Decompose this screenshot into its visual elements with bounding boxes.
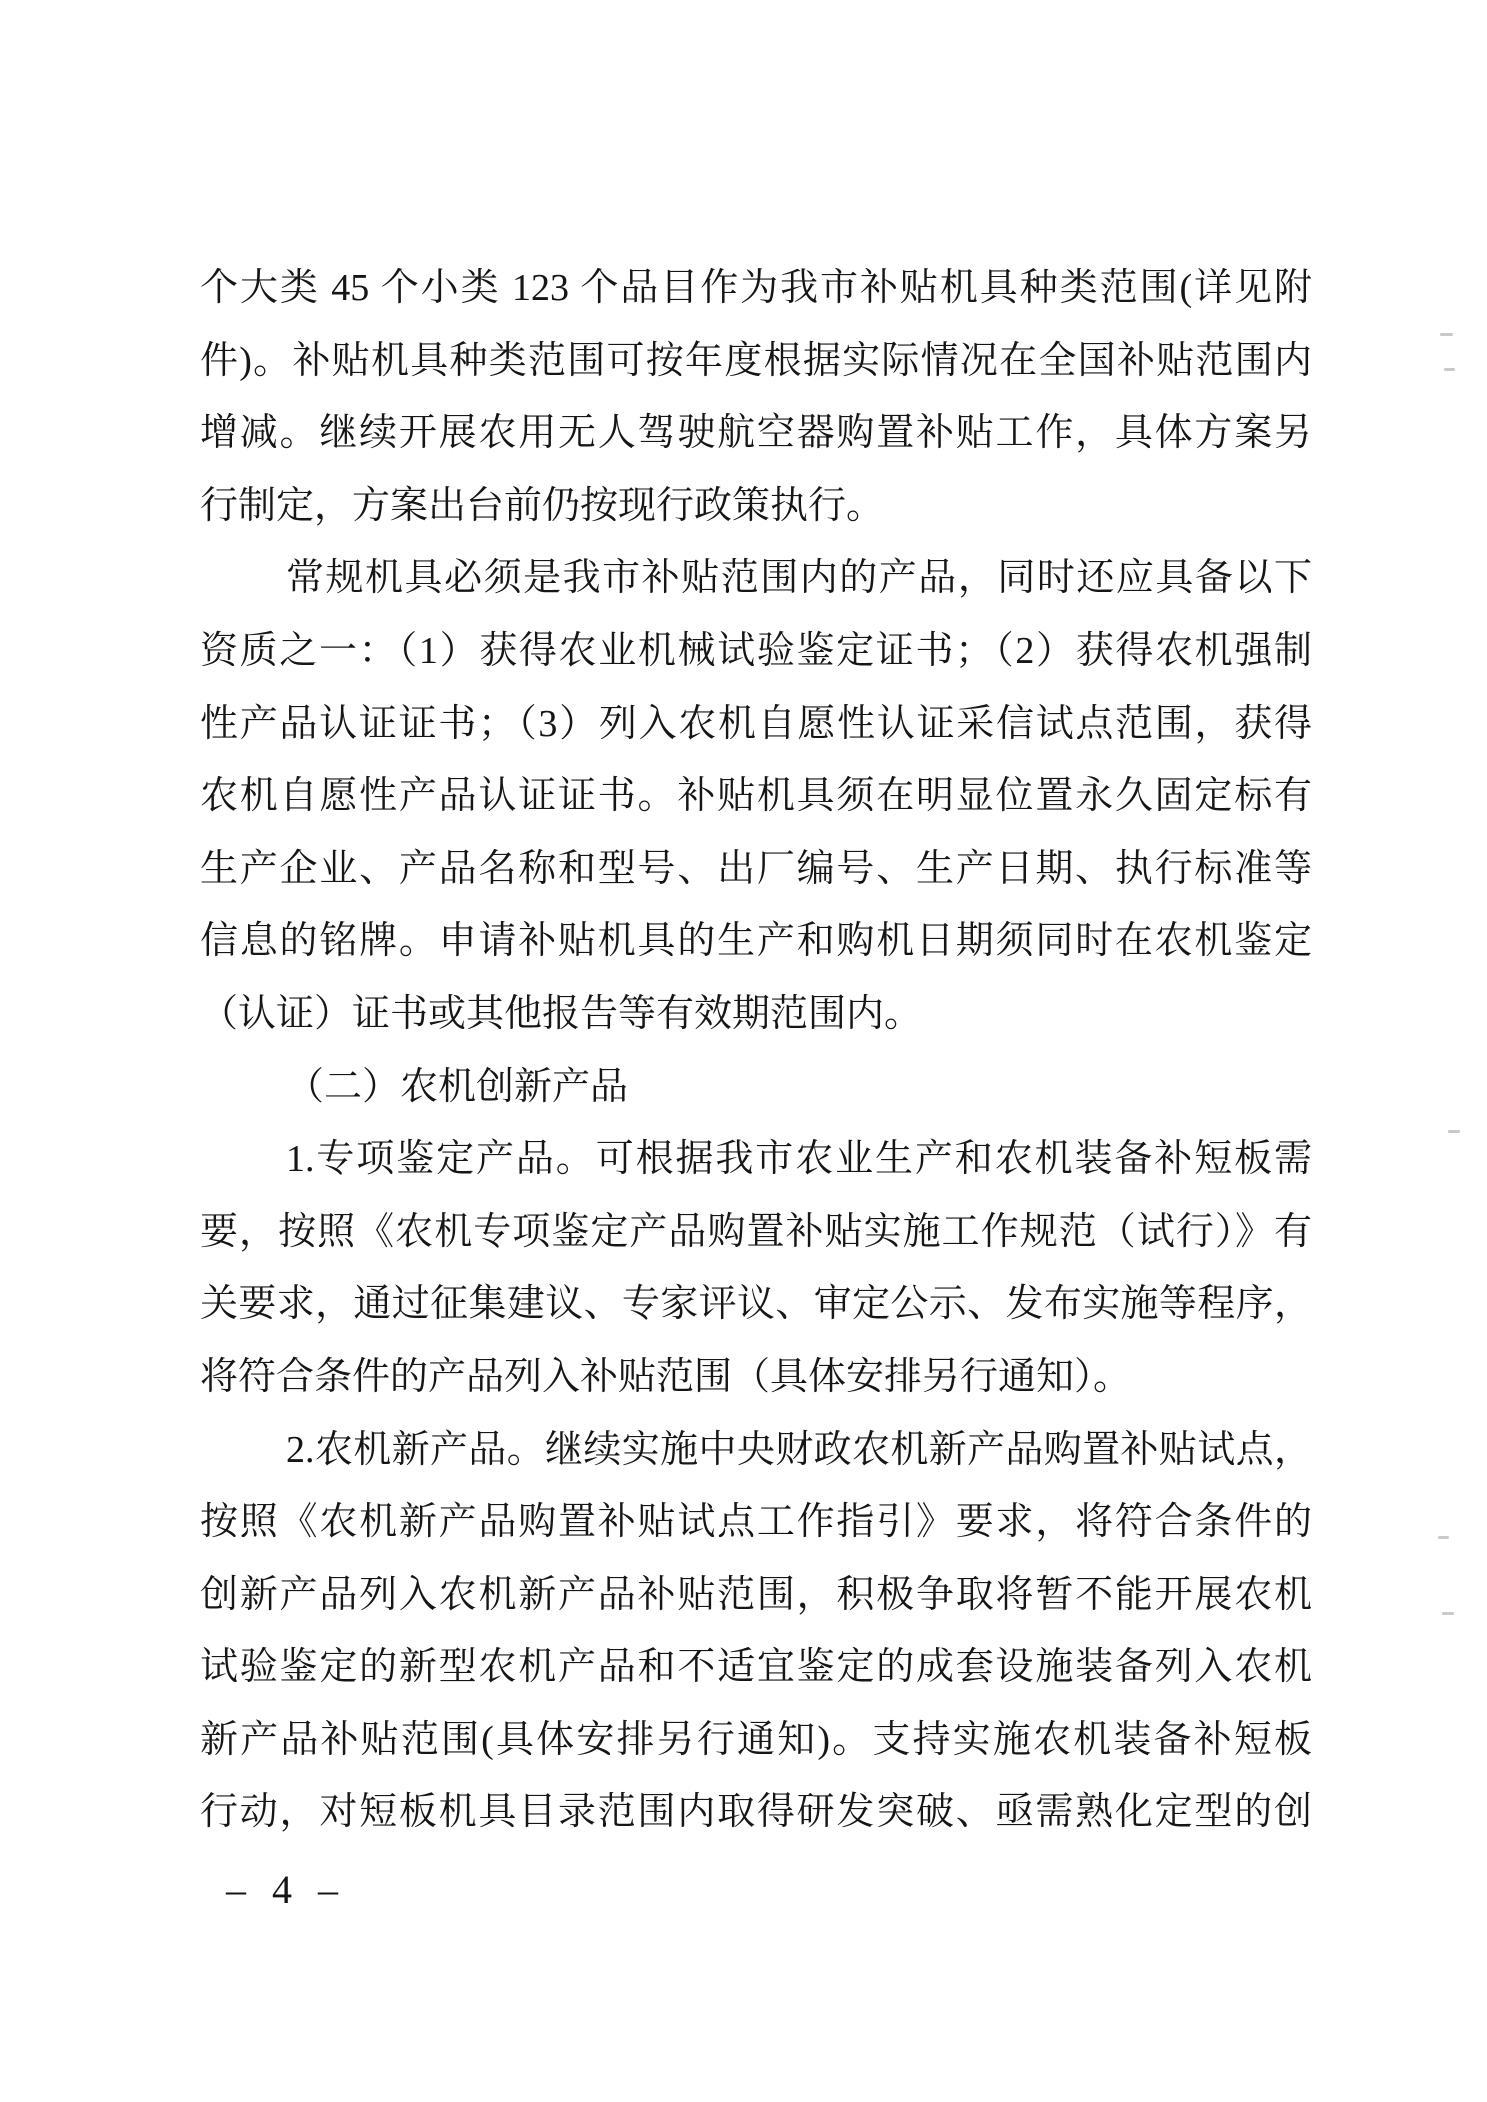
- text-line: 信息的铭牌。申请补贴机具的生产和购机日期须同时在农机鉴定: [200, 920, 1312, 963]
- text-line: 行动，对短板机具目录范围内取得研发突破、亟需熟化定型的创: [200, 1791, 1312, 1834]
- document-body: [200, 252, 1312, 1849]
- text-line: 行制定，方案出台前仍按现行政策执行。: [200, 484, 885, 527]
- scan-artifact-1: [1440, 333, 1453, 336]
- page-number: – 4 –: [226, 1867, 346, 1912]
- text-line: 新产品补贴范围(具体安排另行通知)。支持实施农机装备补短板: [200, 1718, 1312, 1761]
- text-line: 创新产品列入农机新产品补贴范围，积极争取将暂不能开展农机: [200, 1573, 1312, 1616]
- text-line: 生产企业、产品名称和型号、出厂编号、生产日期、执行标准等: [200, 847, 1312, 890]
- text-line: （二）农机创新产品: [286, 1065, 629, 1108]
- text-line: 试验鉴定的新型农机产品和不适宜鉴定的成套设施装备列入农机: [200, 1646, 1312, 1689]
- scan-artifact-5: [1442, 1612, 1454, 1615]
- text-line: 关要求，通过征集建议、专家评议、审定公示、发布实施等程序，: [200, 1283, 1312, 1326]
- text-line: 资质之一：（1）获得农业机械试验鉴定证书；（2）获得农机强制: [200, 629, 1312, 672]
- scan-artifact-4: [1438, 1536, 1449, 1539]
- text-line: 将符合条件的产品列入补贴范围（具体安排另行通知）。: [200, 1355, 1132, 1398]
- text-line: 1.专项鉴定产品。可根据我市农业生产和农机装备补短板需: [286, 1138, 1312, 1181]
- text-line: 要，按照《农机专项鉴定产品购置补贴实施工作规范（试行）》有: [200, 1210, 1312, 1253]
- scan-artifact-2: [1444, 368, 1455, 371]
- text-line: （认证）证书或其他报告等有效期范围内。: [200, 992, 923, 1035]
- text-line: 按照《农机新产品购置补贴试点工作指引》要求，将符合条件的: [200, 1501, 1312, 1544]
- text-line: 性产品认证证书；（3）列入农机自愿性认证采信试点范围，获得: [200, 702, 1312, 745]
- text-line: 农机自愿性产品认证证书。补贴机具须在明显位置永久固定标有: [200, 775, 1312, 818]
- text-line: 2.农机新产品。继续实施中央财政农机新产品购置补贴试点，: [286, 1428, 1312, 1471]
- scan-artifact-3: [1448, 1130, 1460, 1133]
- text-line: 常规机具必须是我市补贴范围内的产品，同时还应具备以下: [286, 557, 1312, 600]
- text-line: 个大类 45 个小类 123 个品目作为我市补贴机具种类范围(详见附: [200, 267, 1312, 309]
- text-line: 件)。补贴机具种类范围可按年度根据实际情况在全国补贴范围内: [200, 339, 1312, 382]
- text-line: 增减。继续开展农用无人驾驶航空器购置补贴工作，具体方案另: [200, 412, 1312, 455]
